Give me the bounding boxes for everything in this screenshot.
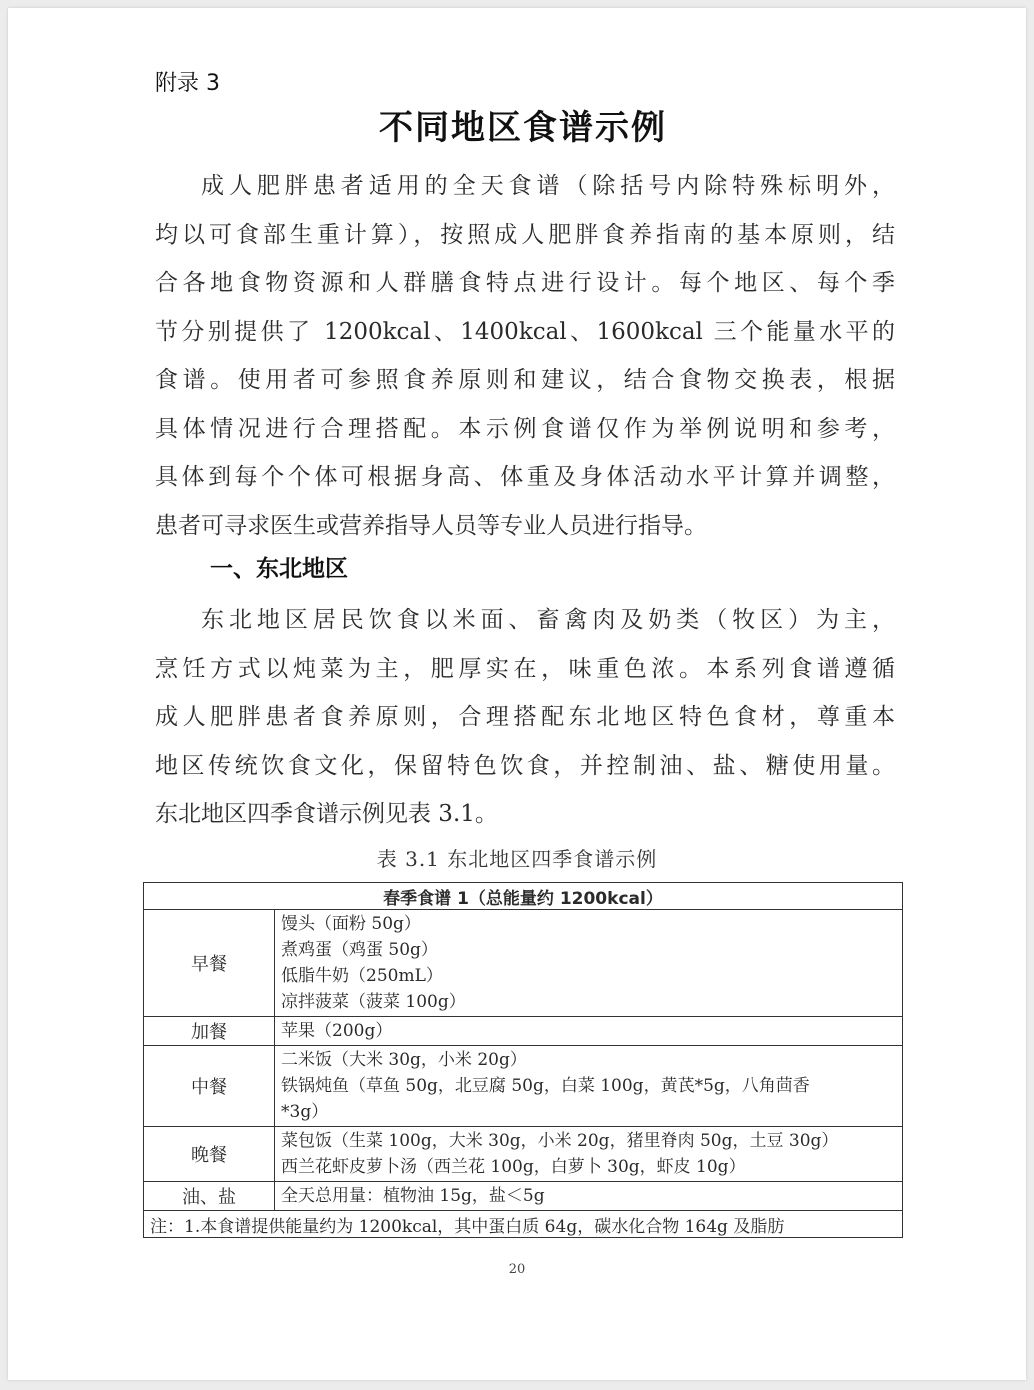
menu-item: 西兰花虾皮萝卜汤（西兰花 100g，白萝卜 30g，虾皮 10g） [281,1157,746,1177]
northeast-line: 地区传统饮食文化，保留特色饮食，并控制油、盐、糖使用量。 [155,752,895,779]
northeast-line: 东北地区四季食谱示例见表 3.1。 [155,801,498,827]
northeast-line: 东北地区居民饮食以米面、畜禽肉及奶类（牧区）为主， [201,607,895,633]
menu-item: 煮鸡蛋（鸡蛋 50g） [281,940,438,960]
table-row [144,1017,903,1046]
menu-item: *3g） [281,1102,329,1122]
intro-line: 合各地食物资源和人群膳食特点进行设计。每个地区、每个季 [155,270,895,296]
table-row [144,910,903,1017]
menu-item: 二米饭（大米 30g，小米 20g） [281,1050,527,1070]
page-number: 20 [508,1262,526,1277]
table-row [144,1182,903,1211]
table-row [144,1127,903,1182]
menu-item: 苹果（200g） [281,1021,393,1041]
intro-line: 具体到每个个体可根据身高、体重及身体活动水平计算并调整， [155,464,895,490]
intro-line: 患者可寻求医生或营养指导人员等专业人员进行指导。 [155,512,707,539]
snack-items [275,1017,903,1046]
table-row [144,1211,903,1238]
meal-dinner: 晚餐 [144,1127,275,1182]
northeast-paragraph [155,596,895,839]
menu-item: 铁锅炖鱼（草鱼 50g，北豆腐 50g，白菜 100g，黄芪*5g，八角茴香 [281,1076,810,1096]
menu-item: 馒头（面粉 50g） [281,914,421,934]
menu-item: 菜包饭（生菜 100g，大米 30g，小米 20g，猪里脊肉 50g，土豆 30g） [281,1131,839,1151]
menu-item: 低脂牛奶（250mL） [281,966,443,986]
intro-line: 具体情况进行合理搭配。本示例食谱仅作为举例说明和参考， [155,415,895,442]
intro-line: 成人肥胖患者适用的全天食谱（除括号内除特殊标明外， [201,173,895,199]
section-heading: 一、东北地区 [210,556,348,582]
meal-snack: 加餐 [144,1017,275,1046]
oil-salt-items [275,1182,903,1211]
meal-lunch: 中餐 [144,1046,275,1127]
intro-line: 节分别提供了 1200kcal、1400kcal、1600kcal 三个能量水平的 [155,318,895,345]
menu-item: 凉拌菠菜（菠菜 100g） [281,992,466,1012]
menu-item: 全天总用量：植物油 15g，盐＜5g [281,1186,545,1206]
intro-paragraph [155,162,895,550]
page-title: 不同地区食谱示例 [379,108,667,148]
meal-breakfast: 早餐 [144,910,275,1017]
table-header: 春季食谱 1（总能量约 1200kcal） [144,883,903,910]
table-row [144,1046,903,1127]
intro-line: 均以可食部生重计算），按照成人肥胖食养指南的基本原则，结 [155,221,895,248]
breakfast-items [275,910,903,1017]
intro-line: 食谱。使用者可参照食养原则和建议，结合食物交换表，根据 [155,367,895,393]
lunch-items [275,1046,903,1127]
northeast-line: 烹饪方式以炖菜为主，肥厚实在，味重色浓。本系列食谱遵循 [155,655,895,682]
meal-oil-salt: 油、盐 [144,1182,275,1211]
dinner-items [275,1127,903,1182]
table-caption: 表 3.1 东北地区四季食谱示例 [376,847,658,871]
menu-table [143,882,903,1238]
northeast-line: 成人肥胖患者食养原则，合理搭配东北地区特色食材，尊重本 [155,704,895,730]
table-note: 注：1.本食谱提供能量约为 1200kcal，其中蛋白质 64g，碳水化合物 164g 及脂肪 [144,1211,903,1238]
appendix-label: 附录 3 [155,71,220,96]
